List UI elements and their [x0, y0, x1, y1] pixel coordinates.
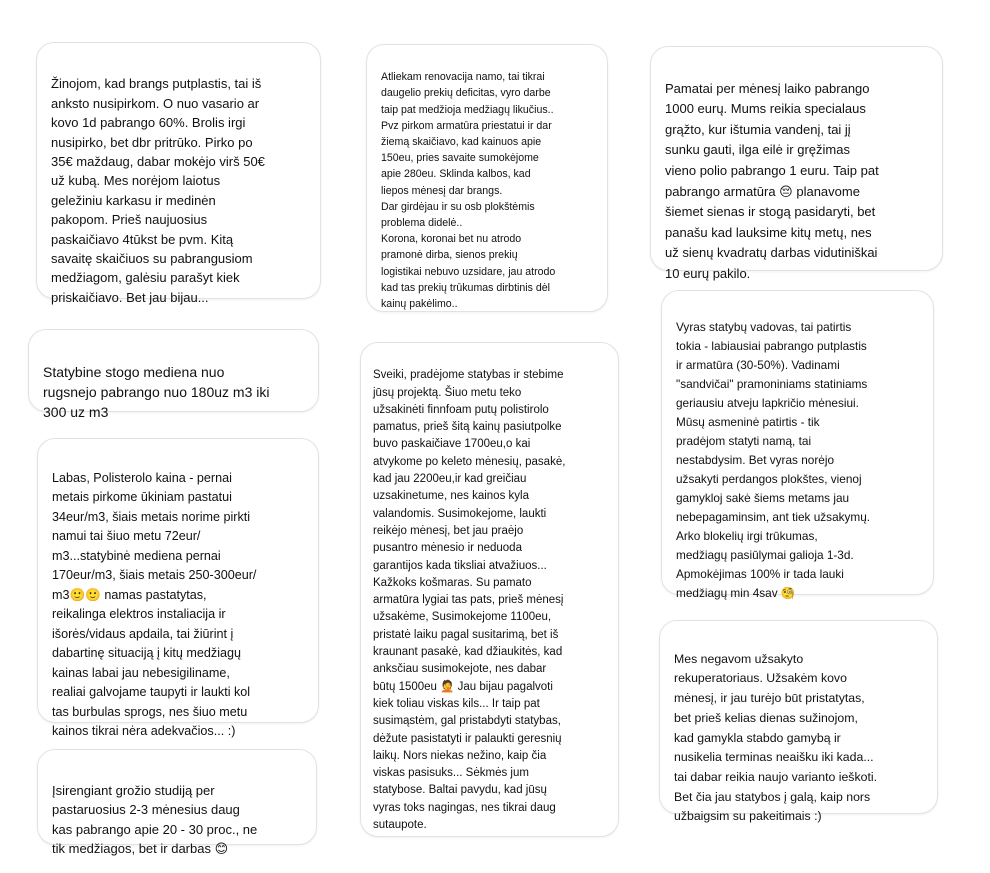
comment-text: Mes negavom užsakyto rekuperatoriaus. Užsakėm kovo mėnesį, ir jau turėjo būt pristatytas, bet prieš kelias dienas sužinojom, kad gamykla stabdo gamybą ir nusikelia terminas neaišku iki kada... tai dabar reikia naujo varianto ieškoti. Bet čia jau statybos į galą, kaip nors užbaigsim su pakeitimais :): [674, 651, 878, 824]
comment-text: Labas, Polisterolo kaina - pernai metais pirkome ūkiniam pastatui 34eur/m3, šiais metais norime pirkti namui tai šiuo metu 72eur/ m3...statybinė mediena pernai 170eur/m3, šiais metais 250-300eur/ m3🙂🙂 namas pastatytas, reikalinga elektros instaliacija ir išorės/vidaus apdaila, tai žiūrint į dabartinę situaciją į kitų medžiagų kainas labai jau nebesigiliname, realiai galvojame taupyti ir laukti kol tas burbulas sprogs, nes šiuo metu kainos tikrai nėra adekvačios... :): [52, 470, 257, 738]
comment-text: Statybine stogo mediena nuo rugsnejo pabrango nuo 180uz m3 iki 300 uz m3: [43, 364, 270, 420]
comment-bubble-3: [37, 438, 319, 738]
comment-text: Vyras statybų vadovas, tai patirtis tokia - labiausiai pabrango putplastis ir armatūra (30-50%). Vadinami "sandvičai" pramoniniams statiniams geriausiu atveju lapkričio mėnesiui. Mūsų asmeninė patirtis - tik pradėjom statyti namą, tai nestabdysim. Bet vyras norėjo užsakyti perdangos plokštes, vienoj gamykloj sakė šiems metams jau nebepagaminsim, ant tiek užsakymų. Arko blokelių irgi trūkumas, medžiagų pasiūlymai galioja 1-3d. Apmokėjimas 100% ir tada lauki medžiagų min 4sav 🧐: [676, 320, 871, 600]
comment-text: Įsirengiant grožio studiją per pastaruosius 2-3 mėnesius daug kas pabrango apie 20 - 30 proc., ne tik medžiagos, bet ir darbas 😊: [52, 782, 258, 856]
comment-text: Pamatai per mėnesį laiko pabrango 1000 eurų. Mums reikia specialaus grąžto, kur ištumia vandenį, tai jį sunku gauti, ilga eilė ir gręžimas vieno polio pabrango 1 euru. Taip pat pabrango armatūra 😔 planavome šiemet sienas ir stogą pasidaryti, bet panašu kad lauksime kitų metų, nes už sienų kvadratų darbas vidutiniškai 10 eurų pakilo.: [665, 80, 879, 281]
comment-bubble-8: [661, 290, 934, 600]
comment-bubble-7: [650, 46, 943, 281]
comment-bubble-4: [37, 749, 317, 856]
comment-bubble-5: [366, 44, 608, 312]
comment-bubble-2: [28, 329, 319, 420]
comment-text: Žinojom, kad brangs putplastis, tai iš anksto nusipirkom. O nuo vasario ar kovo 1d pabrango 60%. Brolis irgi nusipirko, bet dbr pritrūko. Pirko po 35€ maždaug, dabar mokėjo virš 50€ už kubą. Mes norėjom laiotus geležiniu karkasu ir medinėn pakopom. Prieš naujuosius paskaičiavo 4tūkst be pvm. Kitą savaitę skaičiuos su pabrangusiom medžiagom, galėsiu parašyt kiek priskaičiavo. Bet jau bijau...: [51, 76, 265, 305]
comment-bubble-6: [360, 342, 619, 837]
comment-bubble-9: [659, 620, 938, 824]
comment-text: Atliekam renovacija namo, tai tikrai daugelio prekių deficitas, vyro darbe taip pat medžioja medžiagų likučius.. Pvz pirkom armatūra priestatui ir dar žiemą skaičiavo, kad kainuos apie 150eu, pries savaite sumokėjome apie 280eu. Sklinda kalbos, kad liepos mėnesį dar brangs. Dar girdėjau ir su osb plokštėmis problema didelė.. Korona, koronai bet nu atrodo pramonė dirba, sienos prekių logistikai nebuvo uzsidare, jau atrodo kad tas prekių trūkumas dirbtinis dėl kainų pakėlimo..: [381, 71, 556, 311]
comment-text: Sveiki, pradėjome statybas ir stebime jūsų projektą. Šiuo metu teko užsakinėti finnfoam putų polistirolo pamatus, prieš šitą kainų pasiutpolke buvo paskaičiave 1700eu,o kai atvykome po keleto mėnesių, pasakė, kad jau 2200eu,ir kad greičiau uzsakinetume, nes kainos kyla valandomis. Susimokejome, laukti reikėjo mėnesį, bet jau praėjo pusantro mėnesio ir neduoda garantijos kada tiksliai atvažiuos... Kažkoks košmaras. Su pamato armatūra lygiai tas pats, prieš mėnesį užsakėme, Susimokejome 1100eu, pristatė laiku pagal susitarimą, bet iš kraunant pasakė, kad džiaukitės, kad anksčiau susimokejote, nes dabar būtų 1500eu 🤦 Jau bijau pagalvoti kiek toliau viskas kils... Ir taip pat susimąstėm, gal pristabdyti statybas, dėžute pasistatyti ir palaukti geresnių laikų. Nors niekas nežino, kaip čia viskas pasisuks... Sėkmės jum statybose. Baltai pavydu, kad jūsų vyras toks nagingas, nes tikrai daug sutaupote.: [373, 369, 566, 832]
comment-bubble-1: [36, 42, 321, 305]
